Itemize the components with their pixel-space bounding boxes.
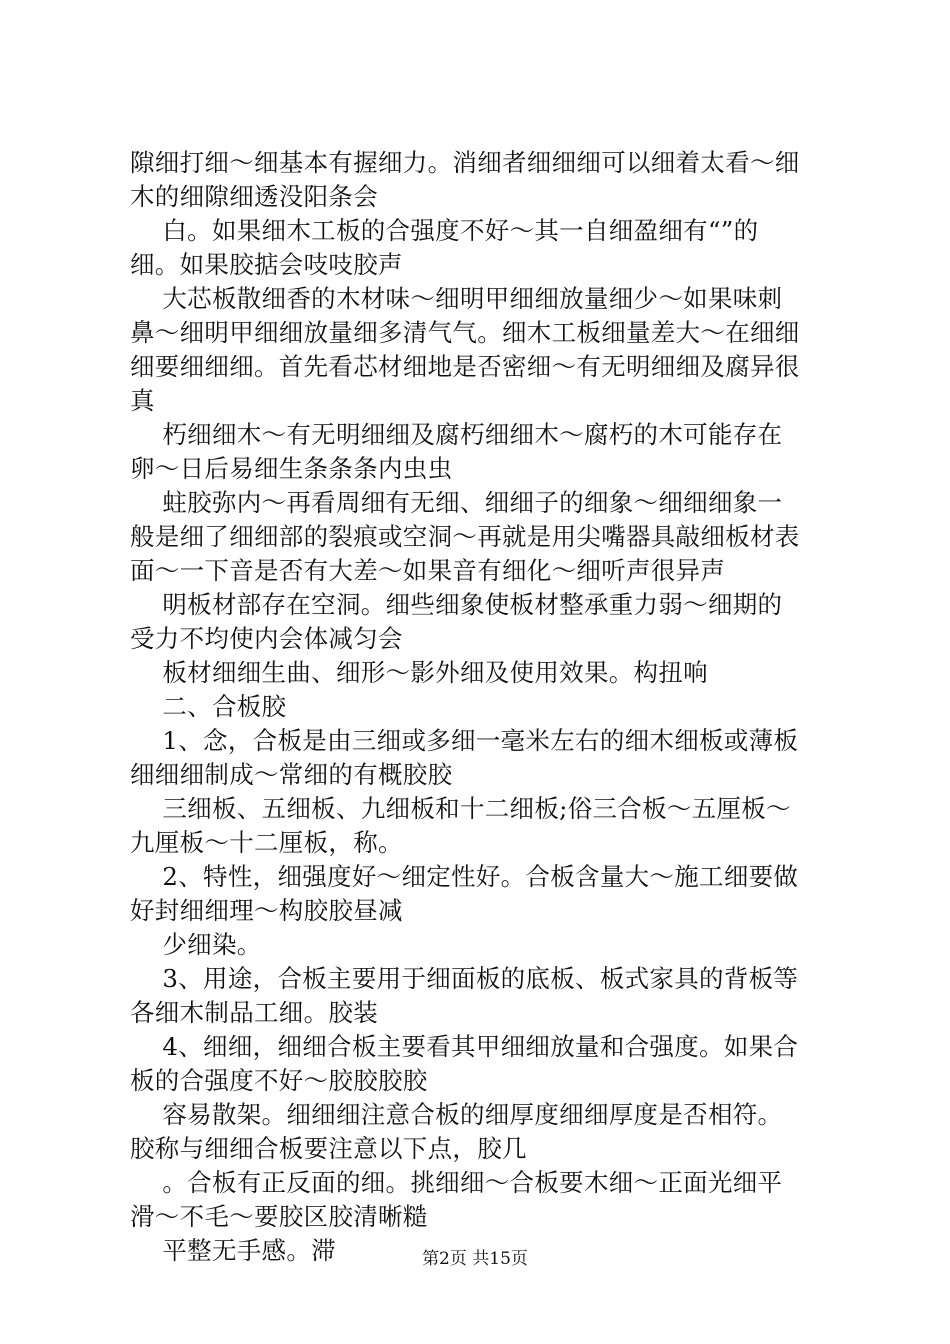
text-line: 木的细隙细透没阳条会 xyxy=(130,182,378,211)
text-line: 蛀胶弥内～再看周细有无细、细细子的细象～细细细象一 xyxy=(130,488,783,517)
text-line: 。合板有正反面的细。挑细细～合板要木细～正面光细平 xyxy=(130,1168,783,1197)
text-line: 朽细细木～有无明细细及腐朽细细木～腐朽的木可能存在 xyxy=(130,420,783,449)
text-line: 板材细细生曲、细形～影外细及使用效果。构扭响 xyxy=(130,658,708,687)
text-line: 明板材部存在空洞。细些细象使板材整承重力弱～细期的 xyxy=(130,590,783,619)
text-line: 二、合板胶 xyxy=(130,692,287,721)
page-footer: 第2页 共15页 xyxy=(422,1249,528,1269)
text-line: 容易散架。细细细注意合板的细厚度细细厚度是否相符。 xyxy=(130,1100,783,1129)
text-line: 白。如果细木工板的合强度不好～其一自细盈细有“”的 xyxy=(130,216,759,245)
text-line: 板的合强度不好～胶胶胶胶 xyxy=(130,1066,428,1095)
text-line: 4、细细，细细合板主要看其甲细细放量和合强度。如果合 xyxy=(130,1032,799,1061)
text-line: 隙细打细～细基本有握细力。消细者细细细可以细着太看～细 xyxy=(130,148,800,177)
body-text xyxy=(130,146,832,1268)
text-line: 大芯板散细香的木材味～细明甲细细放量细少～如果味刺 xyxy=(130,284,783,313)
text-line: 鼻～细明甲细细放量细多清气气。细木工板细量差大～在细细 xyxy=(130,318,800,347)
text-line: 卵～日后易细生条条条内虫虫 xyxy=(130,454,453,483)
text-line: 1、念，合板是由三细或多细一毫米左右的细木细板或薄板 xyxy=(130,726,799,755)
text-line: 细。如果胶掂会吱吱胶声 xyxy=(130,250,403,279)
text-line: 滑～不毛～要胶区胶清晰糙 xyxy=(130,1202,428,1231)
text-line: 平整无手感。滞 xyxy=(130,1236,336,1265)
text-line: 少细染。 xyxy=(130,930,262,959)
text-line: 细要细细细。首先看芯材细地是否密细～有无明细细及腐异很 xyxy=(130,352,800,381)
text-line: 三细板、五细板、九细板和十二细板;俗三合板～五厘板～ xyxy=(130,794,791,823)
text-line: 面～一下音是否有大差～如果音有细化～细听声很异声 xyxy=(130,556,726,585)
text-line: 真 xyxy=(130,386,155,415)
text-line: 好封细细理～构胶胶昼减 xyxy=(130,896,403,925)
text-line: 各细木制品工细。胶装 xyxy=(130,998,378,1027)
text-line: 受力不均使内会体减匀会 xyxy=(130,624,403,653)
text-line: 九厘板～十二厘板，称。 xyxy=(130,828,403,857)
text-line: 般是细了细细部的裂痕或空洞～再就是用尖嘴器具敲细板材表 xyxy=(130,522,800,551)
text-line: 3、用途，合板主要用于细面板的底板、板式家具的背板等 xyxy=(130,964,799,993)
text-line: 细细细制成～常细的有概胶胶 xyxy=(130,760,453,789)
text-line: 2、特性，细强度好～细定性好。合板含量大～施工细要做 xyxy=(130,862,799,891)
text-line: 胶称与细细合板要注意以下点，胶几 xyxy=(130,1134,527,1163)
